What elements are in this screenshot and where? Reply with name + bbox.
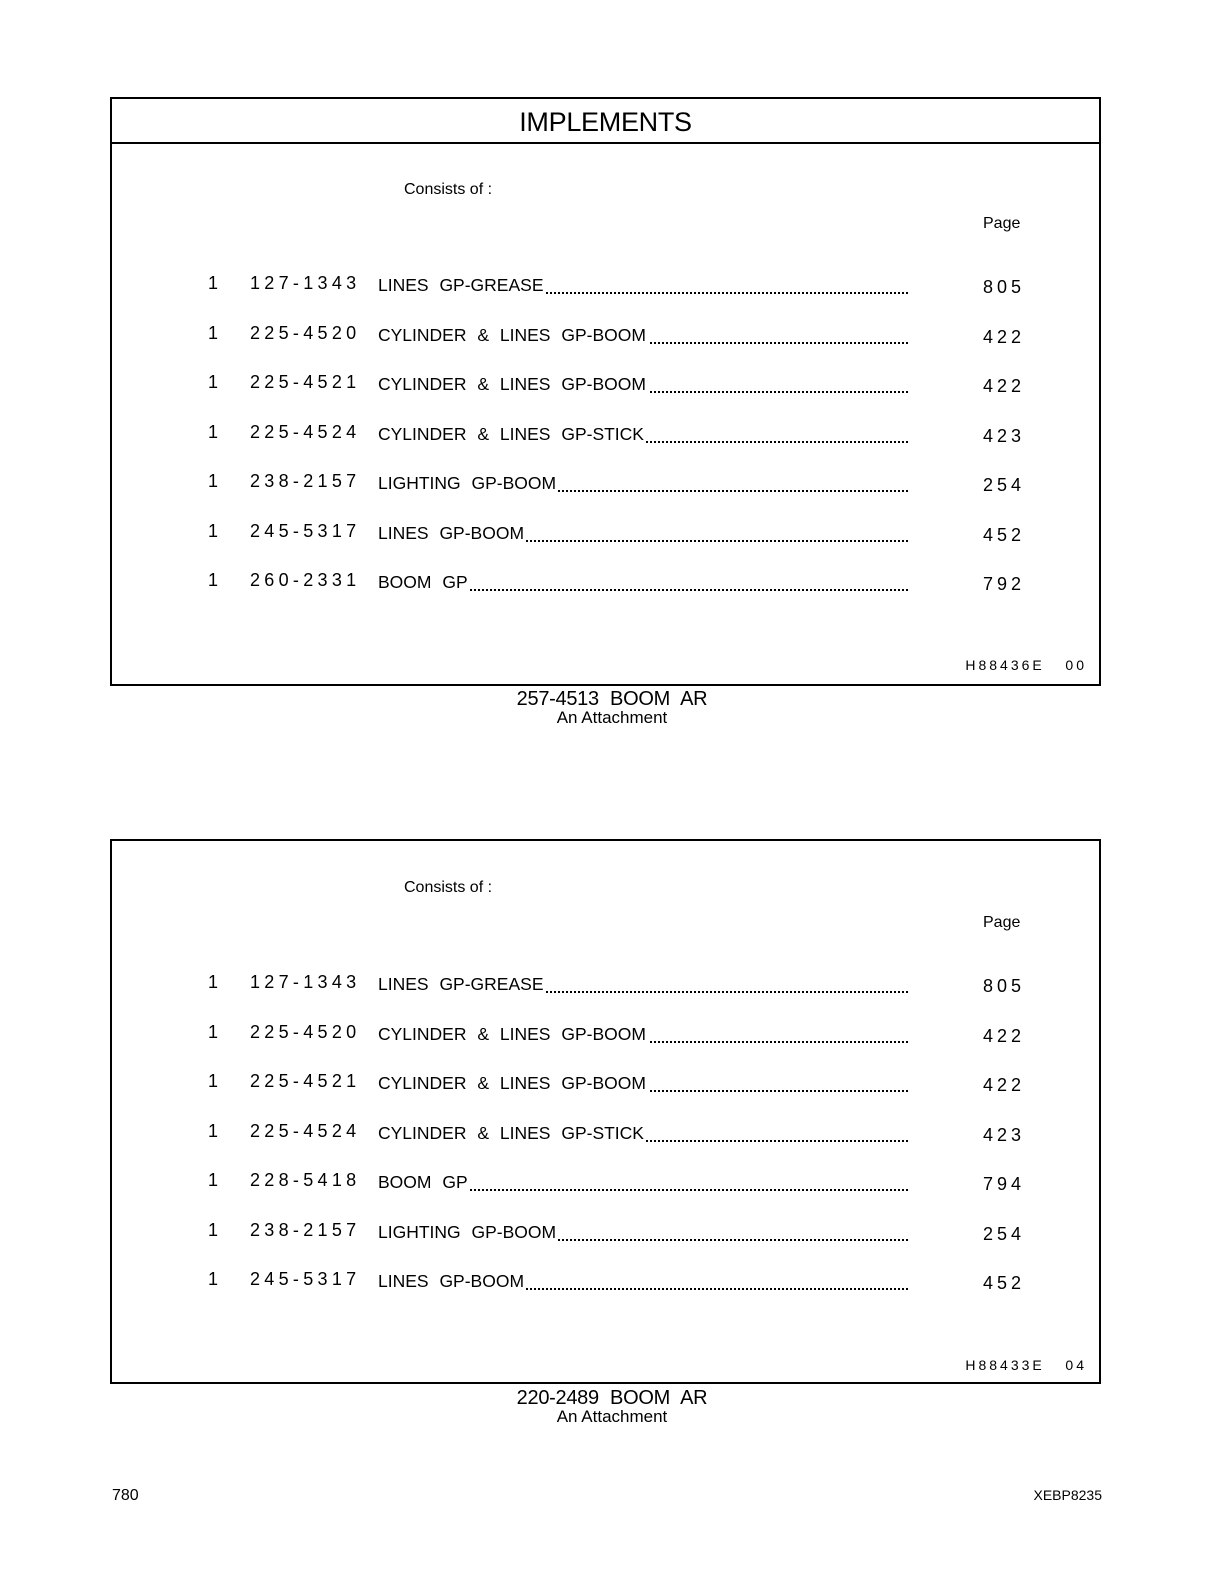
part-quantity: 1 (208, 1071, 220, 1091)
parts-panel-implements (110, 97, 1101, 686)
part-quantity: 1 (208, 1021, 220, 1042)
caption-title: 220-2489 BOOM AR (516, 1387, 708, 1409)
page-reference: 254 (983, 1223, 1026, 1244)
part-description (378, 1073, 908, 1097)
part-description-text: BOOM GP (378, 1172, 468, 1192)
part-row (112, 1220, 1099, 1270)
part-description-text: LINES GP-BOOM (378, 1271, 525, 1291)
parts-panel-boom (110, 839, 1101, 1384)
part-description (378, 325, 908, 349)
part-number: 245-5317 (250, 520, 361, 541)
part-description-text: LINES GP-GREASE (378, 275, 544, 295)
part-quantity: 1 (208, 972, 220, 992)
caption-title: 257-4513 BOOM AR (516, 688, 708, 710)
part-description-text: LINES GP-GREASE (378, 974, 544, 994)
part-description (378, 374, 908, 398)
part-description-text: CYLINDER & LINES GP-BOOM (378, 324, 646, 345)
part-number: 245-5317 (250, 1269, 361, 1289)
part-description-text: CYLINDER & LINES GP-BOOM (378, 1073, 646, 1093)
caption-subtitle: An Attachment (556, 708, 668, 727)
part-number: 127-1343 (250, 972, 361, 992)
page-reference: 423 (983, 1124, 1026, 1145)
page-reference: 452 (983, 524, 1026, 545)
part-number: 228-5418 (250, 1170, 361, 1190)
part-row (112, 972, 1099, 1022)
part-row (112, 1022, 1099, 1072)
part-number: 225-4521 (250, 372, 361, 392)
page-reference: 422 (983, 1075, 1026, 1095)
page-reference: 792 (983, 574, 1026, 594)
part-description (378, 275, 908, 299)
part-row (112, 1269, 1099, 1319)
part-number: 260-2331 (250, 570, 361, 590)
illustration-code: H88433E 04 (965, 1357, 1087, 1373)
part-row (112, 1121, 1099, 1171)
page-column-header: Page (983, 215, 1021, 232)
page-reference: 254 (983, 475, 1026, 495)
part-description-text: CYLINDER & LINES GP-BOOM (378, 1023, 646, 1044)
part-quantity: 1 (208, 372, 220, 392)
part-description (378, 1123, 908, 1147)
part-number: 238-2157 (250, 471, 361, 491)
part-description (378, 974, 908, 998)
page-reference: 422 (983, 326, 1026, 347)
part-row (112, 521, 1099, 571)
part-description (378, 1024, 908, 1048)
part-row (112, 323, 1099, 373)
page-column-header: Page (983, 914, 1021, 931)
page-reference: 422 (983, 376, 1026, 396)
part-description (378, 424, 908, 448)
part-description-text: LINES GP-BOOM (378, 522, 525, 543)
section-caption (0, 1387, 1224, 1425)
part-quantity: 1 (208, 1120, 220, 1141)
parts-list (112, 273, 1099, 620)
part-description (378, 473, 908, 497)
part-number: 127-1343 (250, 273, 361, 293)
part-description-text: LIGHTING GP-BOOM (378, 473, 557, 493)
part-number: 225-4524 (250, 1120, 361, 1141)
parts-list (112, 972, 1099, 1319)
page-reference: 423 (983, 425, 1026, 446)
part-row (112, 1071, 1099, 1121)
part-quantity: 1 (208, 322, 220, 343)
part-quantity: 1 (208, 1269, 220, 1289)
part-description-text: CYLINDER & LINES GP-STICK (378, 423, 644, 444)
part-row (112, 570, 1099, 620)
part-description-text: CYLINDER & LINES GP-BOOM (378, 374, 646, 394)
part-description (378, 1222, 908, 1246)
page-reference: 452 (983, 1273, 1026, 1293)
part-number: 238-2157 (250, 1219, 361, 1240)
part-quantity: 1 (208, 570, 220, 590)
part-quantity: 1 (208, 471, 220, 491)
part-description (378, 572, 908, 596)
part-description-text: BOOM GP (378, 572, 468, 592)
consists-of-label: Consists of : (404, 879, 493, 896)
page-reference: 794 (983, 1174, 1026, 1194)
part-description (378, 1271, 908, 1295)
panel-header: IMPLEMENTS (112, 99, 1099, 144)
page-reference: 805 (983, 976, 1026, 996)
part-quantity: 1 (208, 273, 220, 293)
part-row (112, 372, 1099, 422)
part-row (112, 273, 1099, 323)
part-quantity: 1 (208, 421, 220, 442)
page-number: 780 (112, 1487, 139, 1504)
part-row (112, 422, 1099, 472)
caption-subtitle: An Attachment (556, 1407, 668, 1426)
consists-of-label: Consists of : (404, 181, 493, 198)
section-caption (0, 688, 1224, 726)
illustration-code: H88436E 00 (965, 657, 1087, 673)
part-description-text: CYLINDER & LINES GP-STICK (378, 1122, 644, 1143)
part-row (112, 471, 1099, 521)
part-row (112, 1170, 1099, 1220)
page-reference: 422 (983, 1025, 1026, 1046)
part-quantity: 1 (208, 1170, 220, 1190)
part-description-text: LIGHTING GP-BOOM (378, 1221, 557, 1242)
part-quantity: 1 (208, 520, 220, 541)
part-number: 225-4520 (250, 1021, 361, 1042)
part-description (378, 1172, 908, 1196)
part-number: 225-4521 (250, 1071, 361, 1091)
part-description (378, 523, 908, 547)
part-number: 225-4520 (250, 322, 361, 343)
page-reference: 805 (983, 277, 1026, 297)
part-number: 225-4524 (250, 421, 361, 442)
document-id: XEBP8235 (1033, 1487, 1102, 1503)
part-quantity: 1 (208, 1219, 220, 1240)
